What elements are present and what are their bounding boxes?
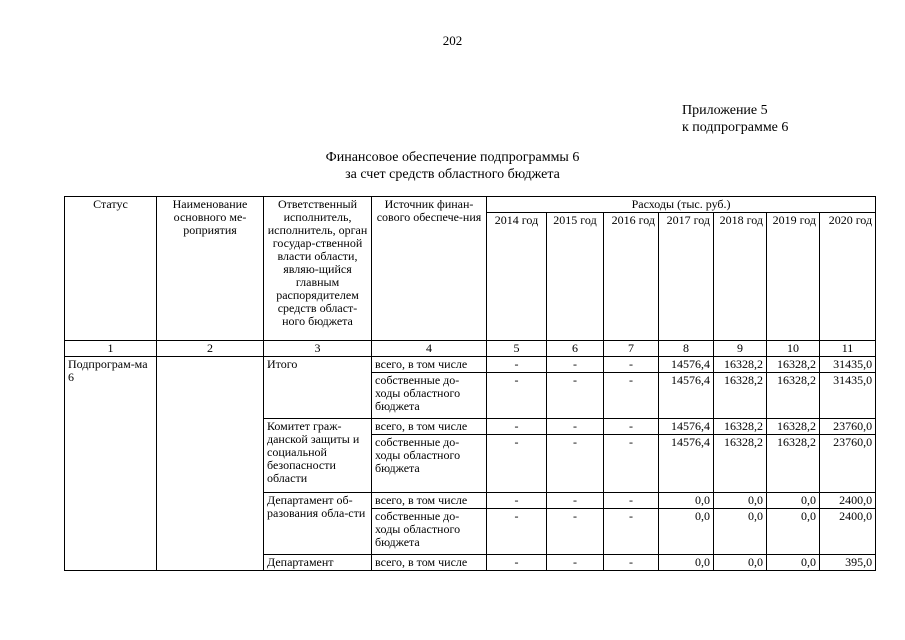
value-cell: - [547, 357, 604, 373]
value-cell: 16328,2 [714, 373, 767, 419]
executor-cell: Итого [264, 357, 372, 419]
value-cell: - [487, 555, 547, 571]
value-cell: - [487, 419, 547, 435]
value-cell: 2400,0 [820, 509, 876, 555]
value-cell: 23760,0 [820, 435, 876, 493]
header-year: 2014 год [487, 213, 547, 341]
status-cell: Подпрограм-ма 6 [65, 357, 157, 571]
value-cell: 0,0 [659, 555, 714, 571]
value-cell: - [547, 435, 604, 493]
value-cell: 0,0 [767, 509, 820, 555]
column-number: 6 [547, 341, 604, 357]
header-status: Статус [65, 197, 157, 341]
header-name: Наименование основного ме-роприятия [157, 197, 264, 341]
value-cell: 16328,2 [767, 357, 820, 373]
value-cell: 16328,2 [767, 373, 820, 419]
value-cell: - [604, 493, 659, 509]
column-number: 7 [604, 341, 659, 357]
source-cell: собственные до-ходы областного бюджета [372, 509, 487, 555]
value-cell: 16328,2 [767, 419, 820, 435]
page-number: 202 [442, 33, 463, 48]
value-cell: - [547, 509, 604, 555]
budget-table [64, 196, 876, 571]
value-cell: - [604, 373, 659, 419]
document-title [0, 149, 905, 183]
value-cell: 14576,4 [659, 435, 714, 493]
value-cell: 16328,2 [714, 435, 767, 493]
column-number: 9 [714, 341, 767, 357]
executor-cell: Департамент об-разования обла-сти [264, 493, 372, 555]
column-number: 5 [487, 341, 547, 357]
source-cell: собственные до-ходы областного бюджета [372, 435, 487, 493]
column-numbers-row [65, 341, 876, 357]
value-cell: - [547, 373, 604, 419]
table-row [65, 357, 876, 373]
header-year: 2015 год [547, 213, 604, 341]
executor-cell: Департамент [264, 555, 372, 571]
value-cell: 0,0 [714, 493, 767, 509]
event-name-cell [157, 357, 264, 571]
column-number: 3 [264, 341, 372, 357]
value-cell: 31435,0 [820, 357, 876, 373]
value-cell: - [604, 509, 659, 555]
value-cell: - [547, 493, 604, 509]
value-cell: - [547, 555, 604, 571]
value-cell: 31435,0 [820, 373, 876, 419]
header-expenses: Расходы (тыс. руб.) [487, 197, 876, 213]
source-cell: собственные до-ходы областного бюджета [372, 373, 487, 419]
source-cell: всего, в том числе [372, 493, 487, 509]
column-number: 2 [157, 341, 264, 357]
value-cell: - [604, 419, 659, 435]
value-cell: 16328,2 [714, 419, 767, 435]
value-cell: - [604, 435, 659, 493]
value-cell: 0,0 [714, 555, 767, 571]
header-source: Источник финан-сового обеспече-ния [372, 197, 487, 341]
value-cell: 16328,2 [767, 435, 820, 493]
value-cell: 395,0 [820, 555, 876, 571]
value-cell: 0,0 [659, 493, 714, 509]
value-cell: 0,0 [767, 493, 820, 509]
column-number: 4 [372, 341, 487, 357]
value-cell: 23760,0 [820, 419, 876, 435]
column-number: 11 [820, 341, 876, 357]
value-cell: - [487, 509, 547, 555]
appendix-line-1: Приложение 5 [682, 103, 768, 118]
source-cell: всего, в том числе [372, 357, 487, 373]
value-cell: 0,0 [659, 509, 714, 555]
column-number: 8 [659, 341, 714, 357]
value-cell: - [487, 493, 547, 509]
title-line-2: за счет средств областного бюджета [345, 167, 560, 182]
source-cell: всего, в том числе [372, 555, 487, 571]
header-year: 2019 год [767, 213, 820, 341]
value-cell: 16328,2 [714, 357, 767, 373]
header-executor: Ответственный исполнитель, исполнитель, орган государ-ственной власти области, являю-щийся главным распорядителем средств област-ного бюджета [264, 197, 372, 341]
value-cell: 14576,4 [659, 419, 714, 435]
value-cell: 14576,4 [659, 357, 714, 373]
value-cell: 2400,0 [820, 493, 876, 509]
value-cell: - [487, 357, 547, 373]
source-cell: всего, в том числе [372, 419, 487, 435]
appendix-note [682, 102, 788, 136]
value-cell: - [604, 357, 659, 373]
appendix-line-2: к подпрограмме 6 [682, 120, 789, 135]
header-year: 2016 год [604, 213, 659, 341]
value-cell: - [604, 555, 659, 571]
value-cell: - [487, 435, 547, 493]
value-cell: 0,0 [714, 509, 767, 555]
value-cell: 14576,4 [659, 373, 714, 419]
value-cell: - [487, 373, 547, 419]
header-year: 2020 год [820, 213, 876, 341]
value-cell: 0,0 [767, 555, 820, 571]
header-year: 2018 год [714, 213, 767, 341]
value-cell: - [547, 419, 604, 435]
title-line-1: Финансовое обеспечение подпрограммы 6 [325, 150, 580, 165]
header-year: 2017 год [659, 213, 714, 341]
header-row [65, 197, 876, 213]
executor-cell: Комитет граж-данской защиты и социальной безопасности области [264, 419, 372, 493]
column-number: 1 [65, 341, 157, 357]
column-number: 10 [767, 341, 820, 357]
